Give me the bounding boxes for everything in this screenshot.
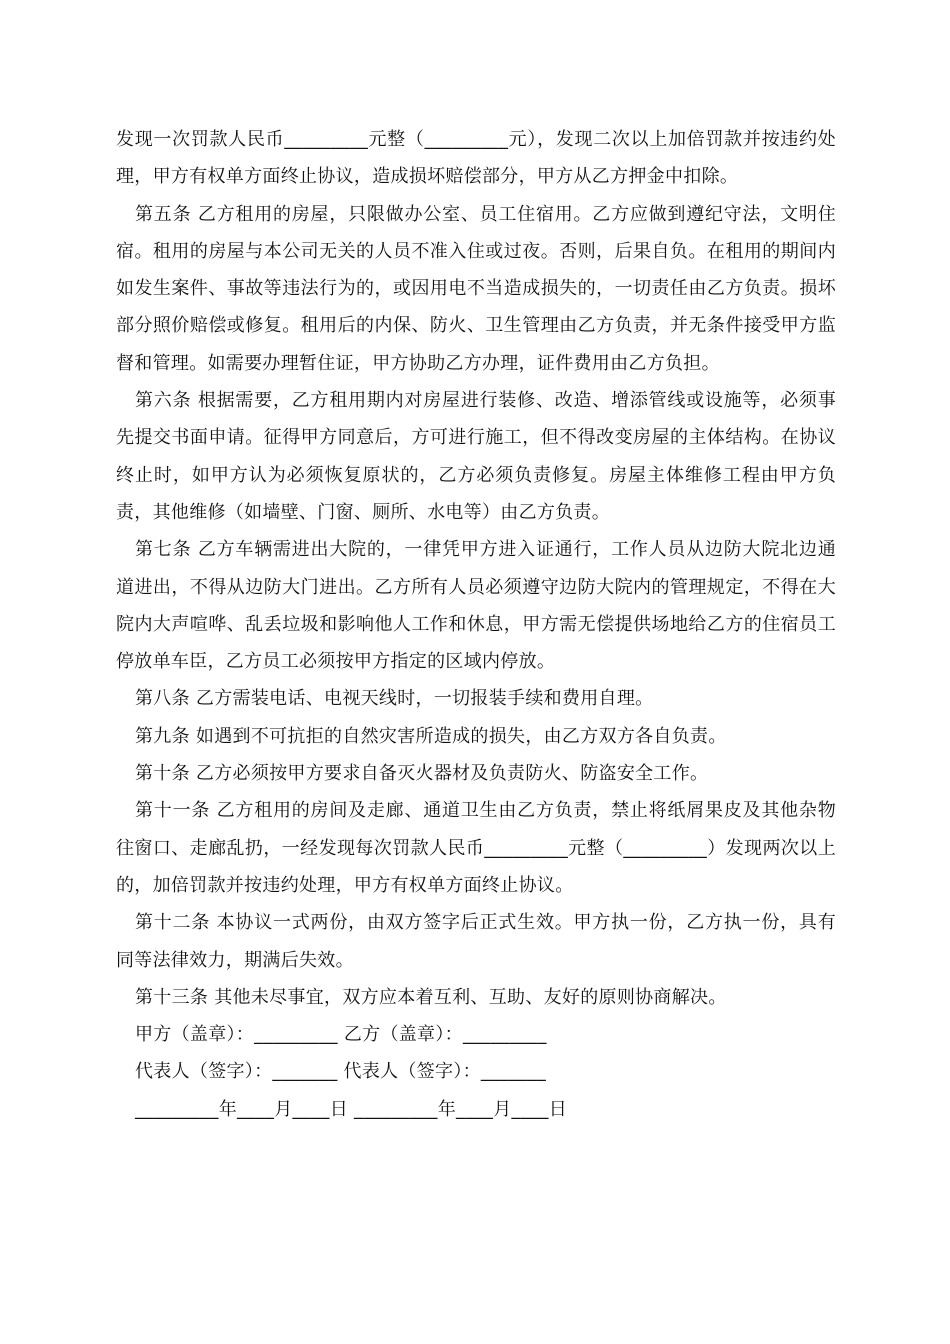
representative-line — [116, 1053, 836, 1090]
clause-10: 第十条 乙方必须按甲方要求自备灭火器材及负责防火、防盗安全工作。 — [135, 763, 709, 785]
paragraph-continuation: 发现一次罚款人民币_________元整（_________元），发现二次以上加倍罚款并按违约处理，甲方有权单方面终止协议，造成损坏赔偿部分，甲方从乙方押金中扣除。 — [116, 129, 836, 188]
clause-9: 第九条 如遇到不可抗拒的自然灾害所造成的损失，由乙方双方各自负责。 — [135, 725, 727, 747]
clause-11: 第十一条 乙方租用的房间及走廊、通道卫生由乙方负责，禁止将纸屑果皮及其他杂物往窗口、走廊乱扔，一经发现每次罚款人民币_________元整（_________）发现两次以上的，加倍罚款并按违约处理，甲方有权单方面终止协议。 — [116, 800, 836, 896]
party-a-representative: 代表人（签字）：_______ — [135, 1061, 338, 1083]
document-page — [116, 121, 836, 1128]
party-b-date: _________年____月____日 — [354, 1098, 568, 1120]
party-b-seal: 乙方（盖章）：_________ — [343, 1024, 547, 1046]
clause-13: 第十三条 其他未尽事宜，双方应本着互利、互助、友好的原则协商解决。 — [135, 986, 727, 1008]
party-b-representative: 代表人（签字）：_______ — [343, 1061, 547, 1083]
clause-8: 第八条 乙方需装电话、电视天线时，一切报装手续和费用自理。 — [135, 688, 654, 710]
seal-line — [116, 1016, 836, 1053]
clause-7: 第七条 乙方车辆需进出大院的，一律凭甲方进入证通行，工作人员从边防大院北边通道进出，不得从边防大门进出。乙方所有人员必须遵守边防大院内的管理规定，不得在大院内大声喧哗、乱丢垃圾和影响他人工作和休息，甲方需无偿提供场地给乙方的住宿员工停放单车臣，乙方员工必须按甲方指定的区域内停放。 — [116, 539, 836, 673]
date-line — [116, 1091, 836, 1128]
clause-5: 第五条 乙方租用的房屋，只限做办公室、员工住宿用。乙方应做到遵纪守法，文明住宿。租用的房屋与本公司无关的人员不准入住或过夜。否则，后果自负。在租用的期间内如发生案件、事故等违法行为的，或因用电不当造成损失的，一切责任由乙方负责。损坏部分照价赔偿或修复。租用后的内保、防火、卫生管理由乙方负责，并无条件接受甲方监督和管理。如需要办理暂住证，甲方协助乙方办理，证件费用由乙方负担。 — [116, 203, 836, 374]
party-a-date: _________年____月____日 — [135, 1098, 348, 1120]
clause-6: 第六条 根据需要，乙方租用期内对房屋进行装修、改造、增添管线或设施等，必须事先提交书面申请。征得甲方同意后，方可进行施工，但不得改变房屋的主体结构。在协议终止时，如甲方认为必须恢复原状的，乙方必须负责修复。房屋主体维修工程由甲方负责，其他维修（如墙壁、门窗、厕所、水电等）由乙方负责。 — [116, 390, 836, 523]
clause-12: 第十二条 本协议一式两份，由双方签字后正式生效。甲方执一份，乙方执一份，具有同等法律效力，期满后失效。 — [116, 912, 836, 971]
party-a-seal: 甲方（盖章）：_________ — [135, 1024, 338, 1046]
